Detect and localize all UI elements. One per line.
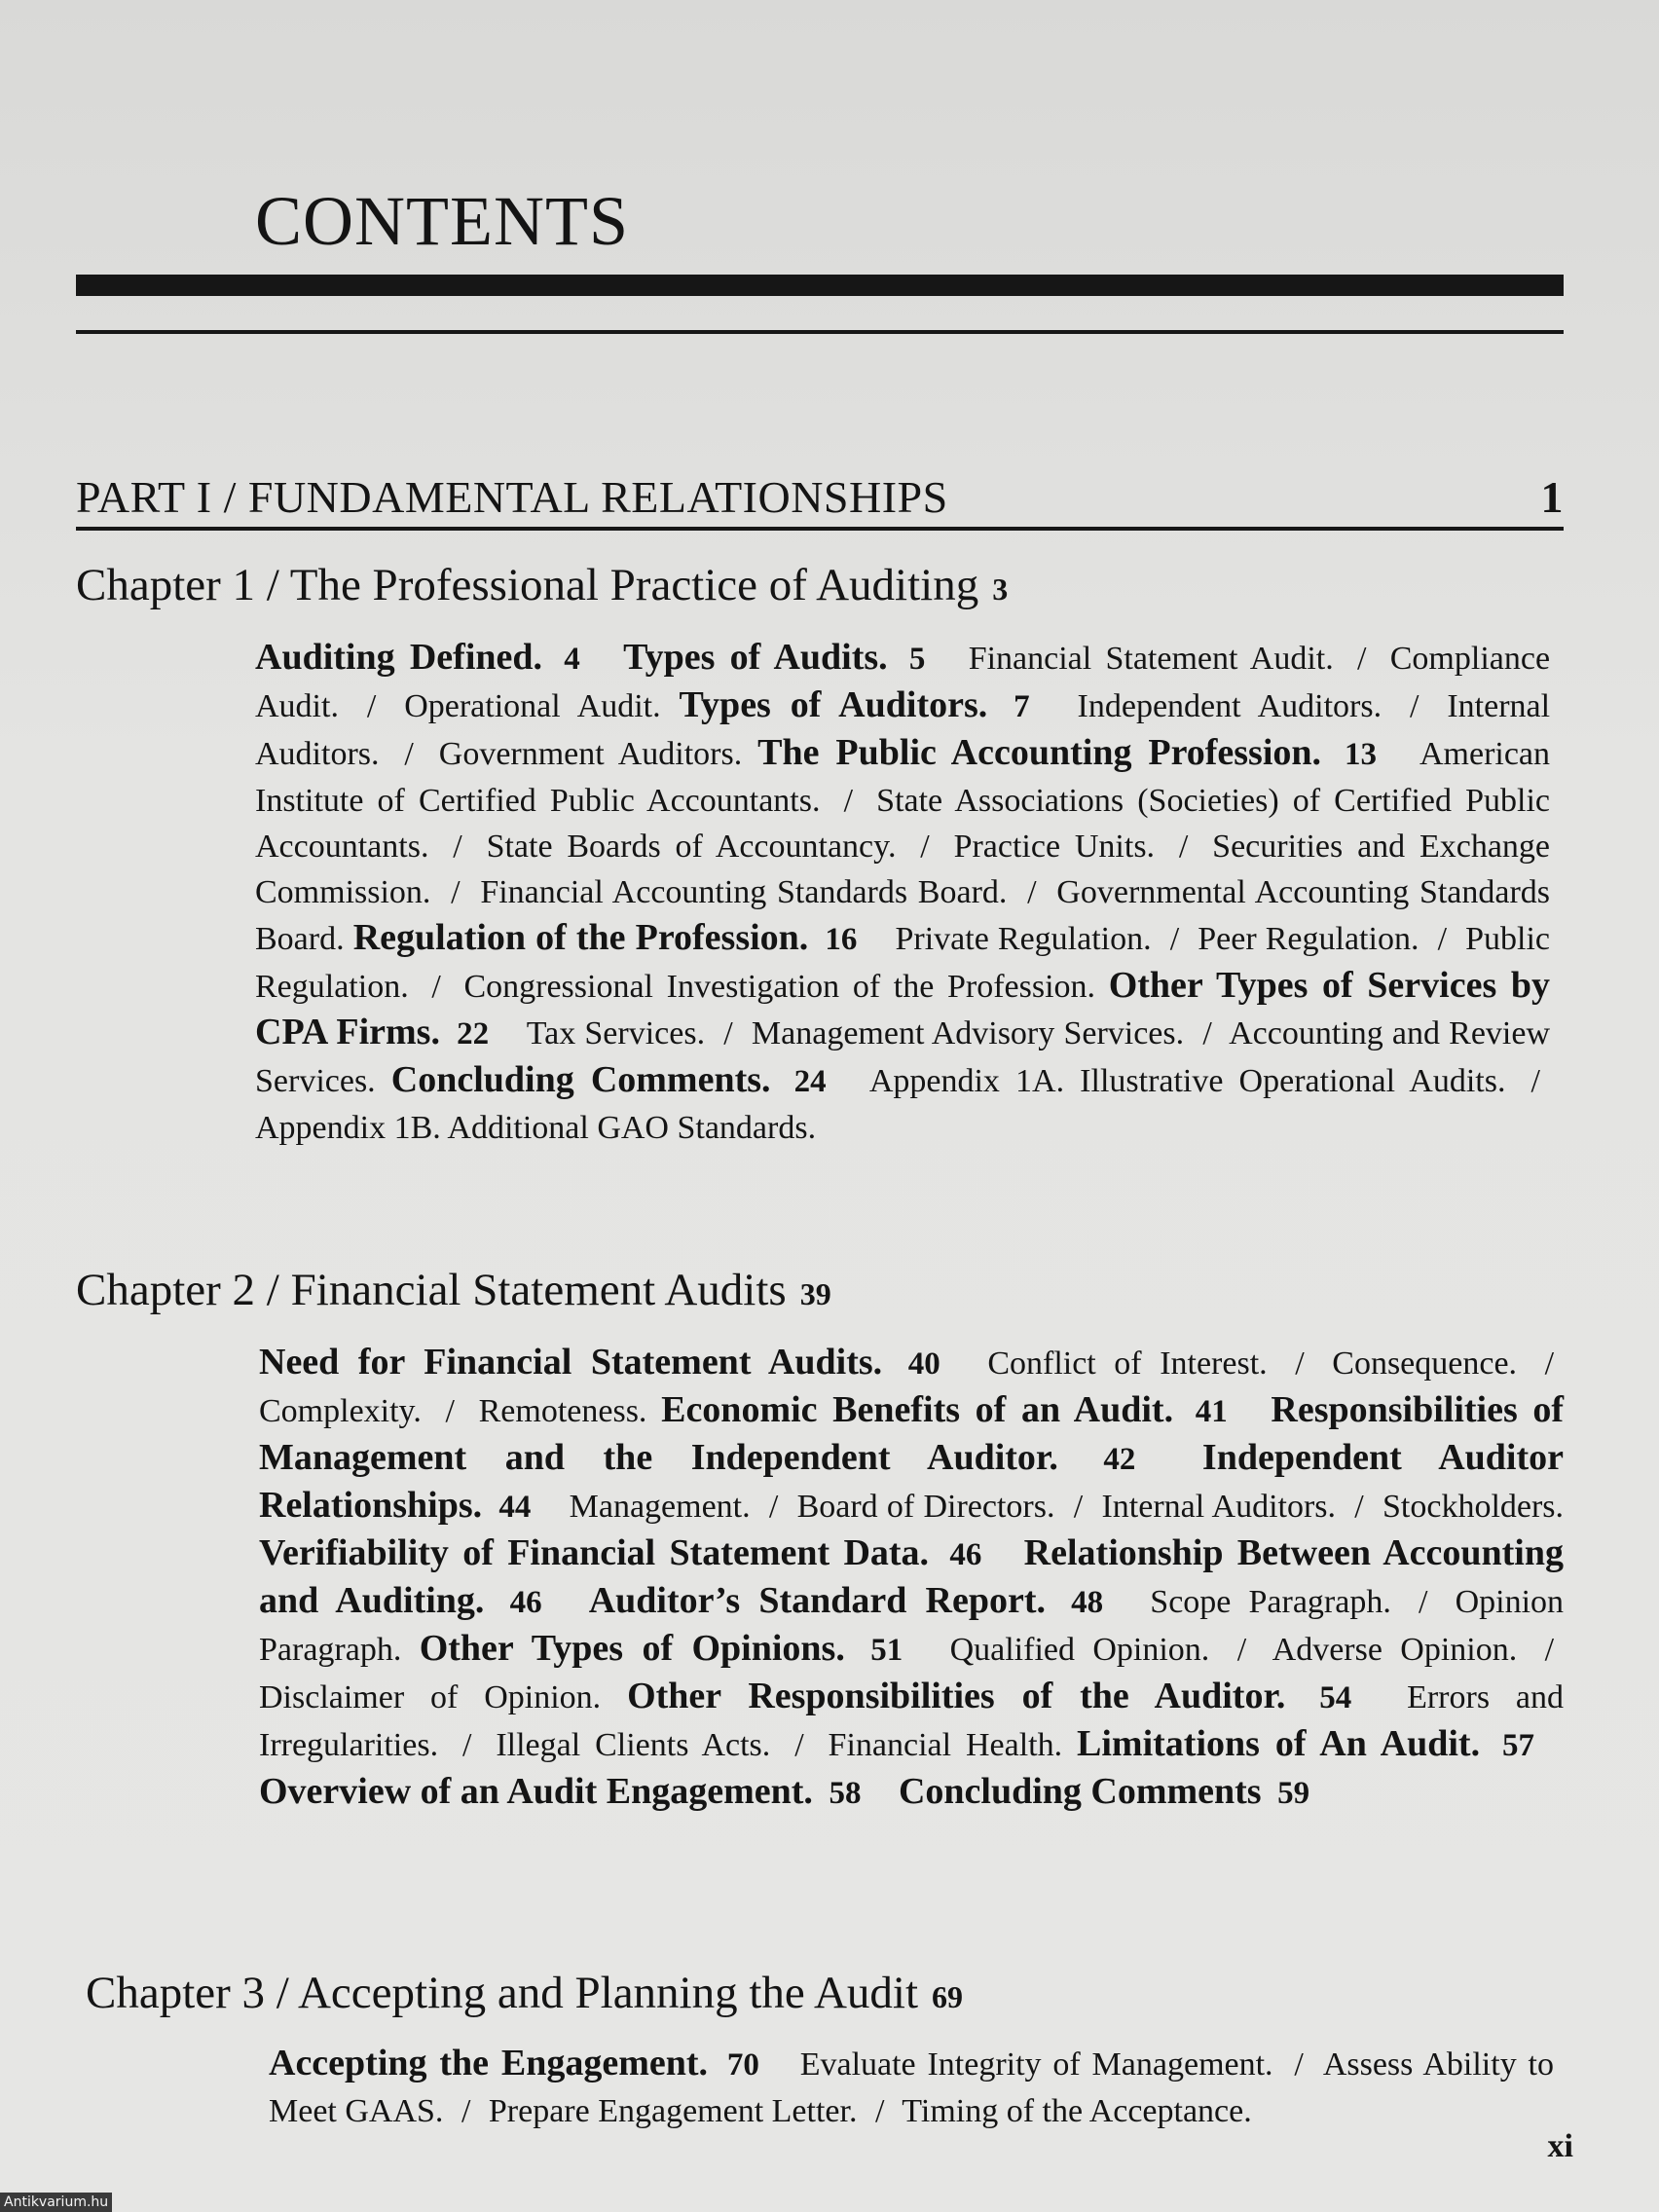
section-heading: Independent Auditor Relationships. xyxy=(259,1437,1564,1526)
separator: / xyxy=(431,969,441,1005)
separator: / xyxy=(1437,921,1448,957)
thin-rule xyxy=(76,330,1564,334)
subsection-title: Disclaimer of Opinion. xyxy=(259,1679,602,1715)
chapter-1-entries xyxy=(255,635,1550,1151)
subsection-title: Complexity. xyxy=(259,1393,422,1429)
subsection-title: Appendix 1B. Additional GAO Standards. xyxy=(255,1110,817,1146)
separator: / xyxy=(1169,921,1180,957)
separator: / xyxy=(461,1727,472,1763)
subsection-title: Opinion Paragraph. xyxy=(259,1584,1565,1668)
separator: / xyxy=(768,1489,779,1525)
subsection-title: Consequence. xyxy=(1332,1346,1518,1382)
section-heading: Concluding Comments xyxy=(898,1771,1262,1812)
subsection-title: Securities and Exchange Commission. xyxy=(255,829,1551,910)
section-heading: The Public Accounting Profession. xyxy=(757,732,1322,773)
section-page-number: 46 xyxy=(509,1585,542,1620)
section-page-number: 7 xyxy=(1014,689,1030,724)
chapter-title: Chapter 3 / Accepting and Planning the Audit xyxy=(86,1968,918,2018)
subsection-title: Timing of the Acceptance. xyxy=(902,2093,1252,2129)
subsection-title: Peer Regulation. xyxy=(1198,921,1419,957)
separator: / xyxy=(1178,829,1189,865)
separator: / xyxy=(794,1727,804,1763)
section-heading: Regulation of the Profession. xyxy=(352,917,809,958)
subsection-title: Governmental Accounting Standards Board. xyxy=(255,874,1551,957)
separator: / xyxy=(920,829,930,865)
subsection-title: State Associations (Societies) of Certified Public Accountants. xyxy=(255,783,1551,865)
section-heading: Economic Benefits of an Audit. xyxy=(661,1389,1174,1430)
section-page-number: 70 xyxy=(726,2047,759,2083)
section-heading: Concluding Comments. xyxy=(390,1059,771,1100)
chapter-page-number: 69 xyxy=(932,1979,963,2014)
subsection-title: Private Regulation. xyxy=(895,921,1152,957)
chapter-1-heading xyxy=(76,559,1008,611)
separator: / xyxy=(1236,1632,1247,1668)
separator: / xyxy=(1294,2046,1304,2083)
subsection-title: Financial Health. xyxy=(828,1727,1063,1763)
section-page-number: 58 xyxy=(829,1776,862,1811)
chapter-title: Chapter 1 / The Professional Practice of Auditing xyxy=(76,560,979,610)
section-page-number: 48 xyxy=(1071,1585,1104,1620)
section-heading: Other Types of Opinions. xyxy=(419,1628,845,1669)
separator: / xyxy=(874,2093,885,2129)
section-page-number: 54 xyxy=(1319,1680,1352,1715)
section-page-number: 40 xyxy=(907,1346,940,1382)
section-page-number: 5 xyxy=(908,642,926,677)
subsection-title: Adverse Opinion. xyxy=(1272,1632,1518,1668)
subsection-title: Remoteness. xyxy=(478,1393,647,1429)
section-heading: Verifiability of Financial Statement Data. xyxy=(259,1532,930,1573)
chapter-page-number: 3 xyxy=(992,571,1009,607)
separator: / xyxy=(1544,1346,1555,1382)
subsection-title: Scope Paragraph. xyxy=(1150,1584,1391,1620)
separator: / xyxy=(1409,688,1419,724)
subsection-title: Internal Auditors. xyxy=(1101,1489,1337,1525)
chapter-2-heading xyxy=(76,1264,831,1316)
separator: / xyxy=(1027,874,1037,910)
watermark-label: Antikvarium.hu xyxy=(0,2193,112,2212)
subsection-title: Operational Audit. xyxy=(404,688,661,724)
section-page-number: 46 xyxy=(949,1537,982,1572)
section-page-number: 41 xyxy=(1195,1394,1228,1429)
section-heading: Need for Financial Statement Audits. xyxy=(259,1342,883,1382)
chapter-3-entries xyxy=(269,2041,1554,2134)
chapter-3-heading xyxy=(86,1967,963,2019)
subsection-title: Management Advisory Services. xyxy=(751,1015,1185,1051)
section-page-number: 51 xyxy=(870,1633,903,1668)
subsection-title: Evaluate Integrity of Management. xyxy=(799,2046,1273,2083)
section-page-number: 57 xyxy=(1502,1728,1534,1763)
subsection-title: Financial Accounting Standards Board. xyxy=(480,874,1008,910)
separator: / xyxy=(366,688,377,724)
thick-rule xyxy=(76,275,1564,296)
section-page-number: 13 xyxy=(1344,737,1377,772)
chapter-2-entries xyxy=(259,1340,1564,1817)
section-page-number: 44 xyxy=(498,1490,532,1525)
subsection-title: Conflict of Interest. xyxy=(987,1346,1268,1382)
subsection-title: Errors and Irregularities. xyxy=(259,1679,1565,1763)
section-heading: Responsibilities of Management and the Independent Auditor. xyxy=(259,1389,1565,1478)
chapter-title: Chapter 2 / Financial Statement Audits xyxy=(76,1265,787,1315)
subsection-title: Stockholders. xyxy=(1382,1489,1565,1525)
separator: / xyxy=(1418,1584,1428,1620)
section-heading: Limitations of An Audit. xyxy=(1077,1723,1481,1764)
subsection-title: American Institute of Certified Public Accountants. xyxy=(255,736,1551,819)
subsection-title: Management. xyxy=(569,1489,751,1525)
section-heading: Auditing Defined. xyxy=(255,637,543,678)
subsection-title: Public Regulation. xyxy=(255,921,1551,1005)
section-heading: Types of Audits. xyxy=(623,637,888,678)
separator: / xyxy=(445,1393,455,1429)
section-heading: Types of Auditors. xyxy=(679,684,988,725)
subsection-title: Compliance Audit. xyxy=(255,641,1551,724)
subsection-title: Practice Units. xyxy=(953,829,1156,865)
separator: / xyxy=(1073,1489,1084,1525)
page-title: CONTENTS xyxy=(255,182,629,260)
section-page-number: 4 xyxy=(564,642,580,677)
section-heading: Auditor’s Standard Report. xyxy=(588,1580,1046,1621)
section-page-number: 59 xyxy=(1277,1776,1310,1811)
separator: / xyxy=(1202,1015,1212,1051)
separator: / xyxy=(1295,1346,1305,1382)
chapter-page-number: 39 xyxy=(799,1276,831,1311)
subsection-title: Congressional Investigation of the Profession. xyxy=(463,969,1096,1005)
page-folio: xi xyxy=(1547,2128,1573,2164)
part-label: PART I / FUNDAMENTAL RELATIONSHIPS xyxy=(76,472,948,522)
subsection-title: Board of Directors. xyxy=(796,1489,1055,1525)
subsection-title: State Boards of Accountancy. xyxy=(486,829,897,865)
section-page-number: 24 xyxy=(793,1064,827,1099)
subsection-title: Prepare Engagement Letter. xyxy=(488,2093,858,2129)
subsection-title: Independent Auditors. xyxy=(1077,688,1382,724)
section-heading: Accepting the Engagement. xyxy=(269,2043,709,2083)
section-heading: Relationship Between Accounting and Auditing. xyxy=(259,1532,1564,1621)
separator: / xyxy=(1544,1632,1555,1668)
subsection-title: Appendix 1A. Illustrative Operational Audits. xyxy=(868,1063,1506,1099)
separator: / xyxy=(1357,641,1367,677)
separator: / xyxy=(453,829,462,865)
separator: / xyxy=(461,2093,471,2129)
separator: / xyxy=(1530,1063,1540,1099)
part-heading xyxy=(76,471,1564,531)
separator: / xyxy=(451,874,461,910)
separator: / xyxy=(404,736,414,772)
separator: / xyxy=(843,783,854,819)
separator: / xyxy=(723,1015,733,1051)
subsection-title: Internal Auditors. xyxy=(255,688,1551,772)
subsection-title: Government Auditors. xyxy=(438,736,743,772)
subsection-title: Financial Statement Audit. xyxy=(968,641,1334,677)
subsection-title: Tax Services. xyxy=(526,1015,706,1051)
part-page-number: 1 xyxy=(1540,472,1564,522)
separator: / xyxy=(1354,1489,1364,1525)
section-heading: Other Responsibilities of the Auditor. xyxy=(627,1676,1286,1716)
subsection-title: Qualified Opinion. xyxy=(949,1632,1210,1668)
subsection-title: Illegal Clients Acts. xyxy=(496,1727,771,1763)
section-page-number: 42 xyxy=(1103,1442,1136,1477)
section-page-number: 22 xyxy=(457,1016,490,1051)
subsection-title: Assess Ability to Meet GAAS. xyxy=(269,2046,1554,2129)
section-page-number: 16 xyxy=(825,922,858,957)
subsection-title: Accounting and Review Services. xyxy=(255,1015,1551,1099)
section-heading: Other Types of Services by CPA Firms. xyxy=(255,965,1551,1052)
section-heading: Overview of an Audit Engagement. xyxy=(259,1771,813,1812)
